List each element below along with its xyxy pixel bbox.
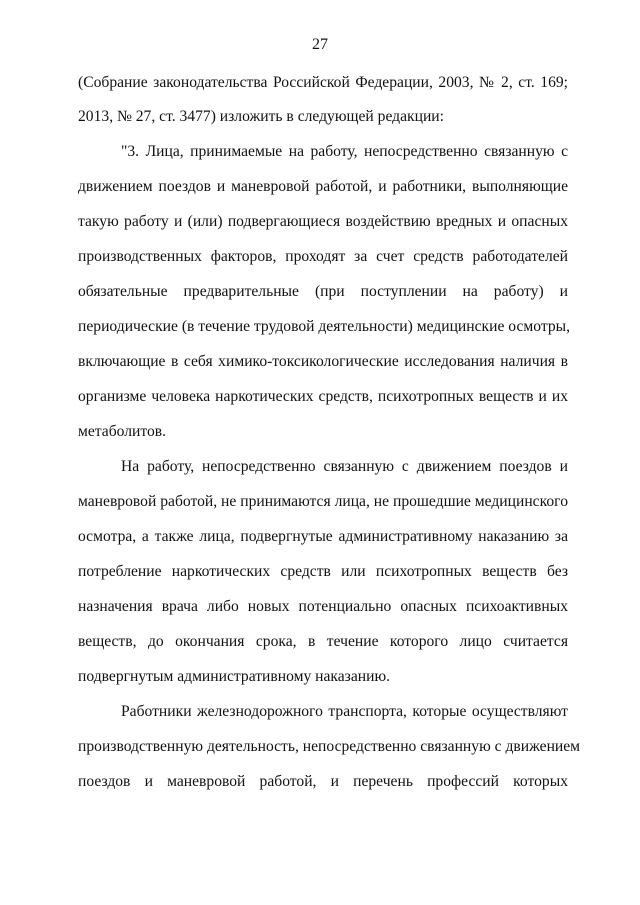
text-line: периодические (в течение трудовой деятельности) медицинские осмотры,: [78, 318, 571, 335]
text-line: назначения врача либо новых потенциально опасных психоактивных: [78, 598, 568, 615]
text-line: осмотра, а также лица, подвергнутые административному наказанию за: [78, 528, 568, 545]
text-line: включающие в себя химико-токсикологические исследования наличия в: [78, 353, 568, 370]
text-line: такую работу и (или) подвергающиеся воздействию вредных и опасных: [78, 213, 568, 230]
text-line: метаболитов.: [78, 423, 167, 440]
text-line: (Собрание законодательства Российской Федерации, 2003, № 2, ст. 169;: [78, 74, 568, 91]
text-line: веществ, до окончания срока, в течение которого лицо считается: [78, 633, 568, 650]
text-line: маневровой работой, не принимаются лица, не прошедшие медицинского: [78, 493, 568, 510]
text-line: производственных факторов, проходят за счет средств работодателей: [78, 248, 568, 265]
text-line: Работники железнодорожного транспорта, которые осуществляют: [121, 703, 568, 720]
text-line: потребление наркотических средств или психотропных веществ без: [78, 563, 568, 580]
text-line: организме человека наркотических средств, психотропных веществ и их: [78, 388, 568, 405]
text-line: движением поездов и маневровой работой, и работники, выполняющие: [78, 178, 568, 195]
text-line: 2013, № 27, ст. 3477) изложить в следующей редакции:: [78, 108, 444, 125]
text-line: На работу, непосредственно связанную с движением поездов и: [121, 458, 568, 475]
text-line: "3. Лица, принимаемые на работу, непосредственно связанную с: [121, 143, 568, 160]
text-line: поездов и маневровой работой, и перечень профессий которых: [78, 773, 568, 790]
text-line: подвергнутым административному наказанию.: [78, 668, 390, 685]
text-line: обязательные предварительные (при поступлении на работу) и: [78, 283, 568, 300]
page-number: 27: [312, 36, 328, 53]
text-line: производственную деятельность, непосредственно связанную с движением: [78, 738, 581, 755]
